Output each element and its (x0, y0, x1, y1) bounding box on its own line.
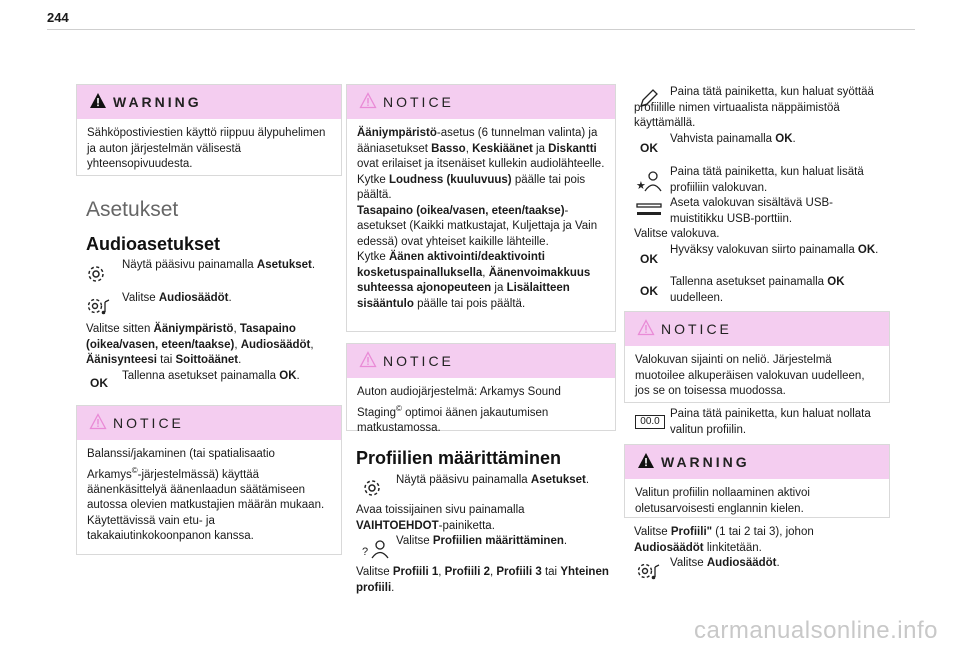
ok-icon: OK (640, 284, 658, 298)
svg-text:?: ? (362, 546, 369, 558)
text-save-again: Tallenna asetukset painamalla OK uudelleen. (670, 276, 845, 304)
warning-icon (89, 92, 107, 109)
text-insert-usb: Aseta valokuvan sisältävä USB-muistitikku USB-porttiin. (670, 197, 833, 225)
notice-box (624, 311, 890, 403)
gear-music-icon (636, 561, 662, 583)
notice-icon (89, 413, 107, 430)
notice-text: Valokuvan sijainti on neliö. Järjestelmä muotoilee alkuperäisen valokuvan uudelleen, jos se on toisessa muodossa. (635, 354, 865, 397)
text-reset-profile: Paina tätä painiketta, kun haluat nollata valitun profiilin. (670, 408, 871, 436)
text-select-audio: Valitse Audiosäädöt. (670, 557, 780, 569)
paragraph-options-button: Avaa toissijainen sivu painamalla VAIHTOEHDOT-painiketta. (356, 504, 525, 532)
notice-text: Ääniympäristö-asetus (6 tunnelman valinta) ja ääniasetukset Basso, Keskiäänet ja Diskantti ovat erilaiset ja itsenäiset kullekin audiolähteelle. Kytke Loudness (kuuluvuus) päälle tai pois päältä. Tasapaino (oikea/vasen, eteen/taakse)-asetukset (Kaikki matkustajat, Kuljettaja ja Vain edessä) ovat yhteiset kaikille lähteille. Kytke Äänen aktivointi/deaktivointi kosketuspainalluksella, Äänenvoimakkuus suhteessa ajonopeuteen ja Lisälaitteen sisääntulo päälle tai pois päältä. (357, 127, 605, 310)
warning-text: Valitun profiilin nollaaminen aktivoi oletusarvoisesti englannin kielen. (635, 487, 810, 515)
warning-header (625, 445, 889, 479)
text-add-photo: Paina tätä painiketta, kun haluat lisätä profiiliin valokuvan. (670, 166, 864, 194)
warning-text: Sähköpostiviestien käyttö riippuu älypuhelimen ja auton järjestelmän välisestä yhteensopivuudesta. (87, 127, 326, 170)
usb-icon (636, 203, 662, 217)
svg-text:★: ★ (636, 180, 646, 192)
step-profile-settings: Valitse Profiilien määrittäminen. (396, 535, 568, 547)
notice-icon (359, 92, 377, 109)
text-select-photo: Valitse valokuva. (634, 228, 720, 240)
warning-box (76, 84, 342, 176)
notice-icon (637, 319, 655, 336)
paragraph-choose-options: Valitse sitten Ääniympäristö, Tasapaino (oikea/vasen, eteen/taakse), Audiosäädöt, Äänisynteesi tai Soittoäänet. (86, 323, 314, 366)
ok-icon: OK (640, 141, 658, 155)
text-enter-name-para: Paina tätä painiketta, kun haluat syöttää profiilille nimen virtuaalista näppäimistöä käyttämällä. (634, 86, 874, 129)
reset-icon: 00.0 (635, 415, 665, 429)
notice-title: NOTICE (661, 321, 732, 337)
header-rule (47, 29, 915, 30)
step-audio-settings: Valitse Audiosäädöt. (122, 292, 232, 304)
notice-header (347, 85, 615, 119)
add-photo-profile-icon (636, 170, 662, 192)
text-accept-transfer: Hyväksy valokuvan siirto painamalla OK. (670, 244, 879, 256)
notice-title: NOTICE (383, 353, 454, 369)
notice-header (347, 344, 615, 378)
notice-header (77, 406, 341, 440)
step-open-settings: Näytä pääsivu painamalla Asetukset. (396, 474, 590, 486)
text-select-profile: Valitse Profiili" (1 tai 2 tai 3), johon Audiosäädöt linkitetään. (634, 526, 814, 554)
profile-settings-icon (362, 539, 390, 559)
subsection-title: Audioasetukset (86, 234, 221, 254)
footer-watermark: carmanualsonline.info (694, 617, 938, 644)
notice-box (76, 405, 342, 555)
warning-title: WARNING (661, 454, 750, 470)
section-title: Asetukset (86, 198, 179, 221)
warning-icon (637, 452, 655, 469)
notice-box (346, 84, 616, 332)
text-confirm-ok: Vahvista painamalla OK. (670, 133, 796, 145)
notice-icon (359, 351, 377, 368)
notice-title: NOTICE (383, 94, 454, 110)
gear-music-icon (86, 296, 112, 318)
warning-header (77, 85, 341, 119)
notice-header (625, 312, 889, 346)
warning-title: WARNING (113, 94, 202, 110)
notice-text: Balanssi/jakaminen (tai spatialisaatio Arkamys©-järjestelmässä) käyttää äänenkäsittelyä äänenlaadun säätämiseen autossa olevien matkustajien määrän mukaan. Käytettävissä vain etu- ja takakaiutinkokoonpanon kanssa. (87, 448, 325, 543)
notice-box (346, 343, 616, 434)
notice-title: NOTICE (113, 415, 184, 431)
gear-icon (362, 478, 382, 498)
notice-text: Auton audiojärjestelmä: Arkamys Sound Staging© optimoi äänen jakautumisen matkustamossa. (357, 386, 561, 434)
ok-icon: OK (640, 252, 658, 266)
step-open-settings: Näytä pääsivu painamalla Asetukset. (122, 259, 316, 271)
section-title: Profiilien määrittäminen (356, 448, 562, 468)
paragraph-choose-profile: Valitse Profiili 1, Profiili 2, Profiili 3 tai Yhteinen profiili. (356, 566, 609, 594)
gear-icon (86, 264, 106, 284)
ok-icon: OK (90, 376, 108, 390)
warning-box (624, 444, 890, 518)
page-number: 244 (47, 10, 69, 25)
step-save-settings: Tallenna asetukset painamalla OK. (122, 370, 300, 382)
